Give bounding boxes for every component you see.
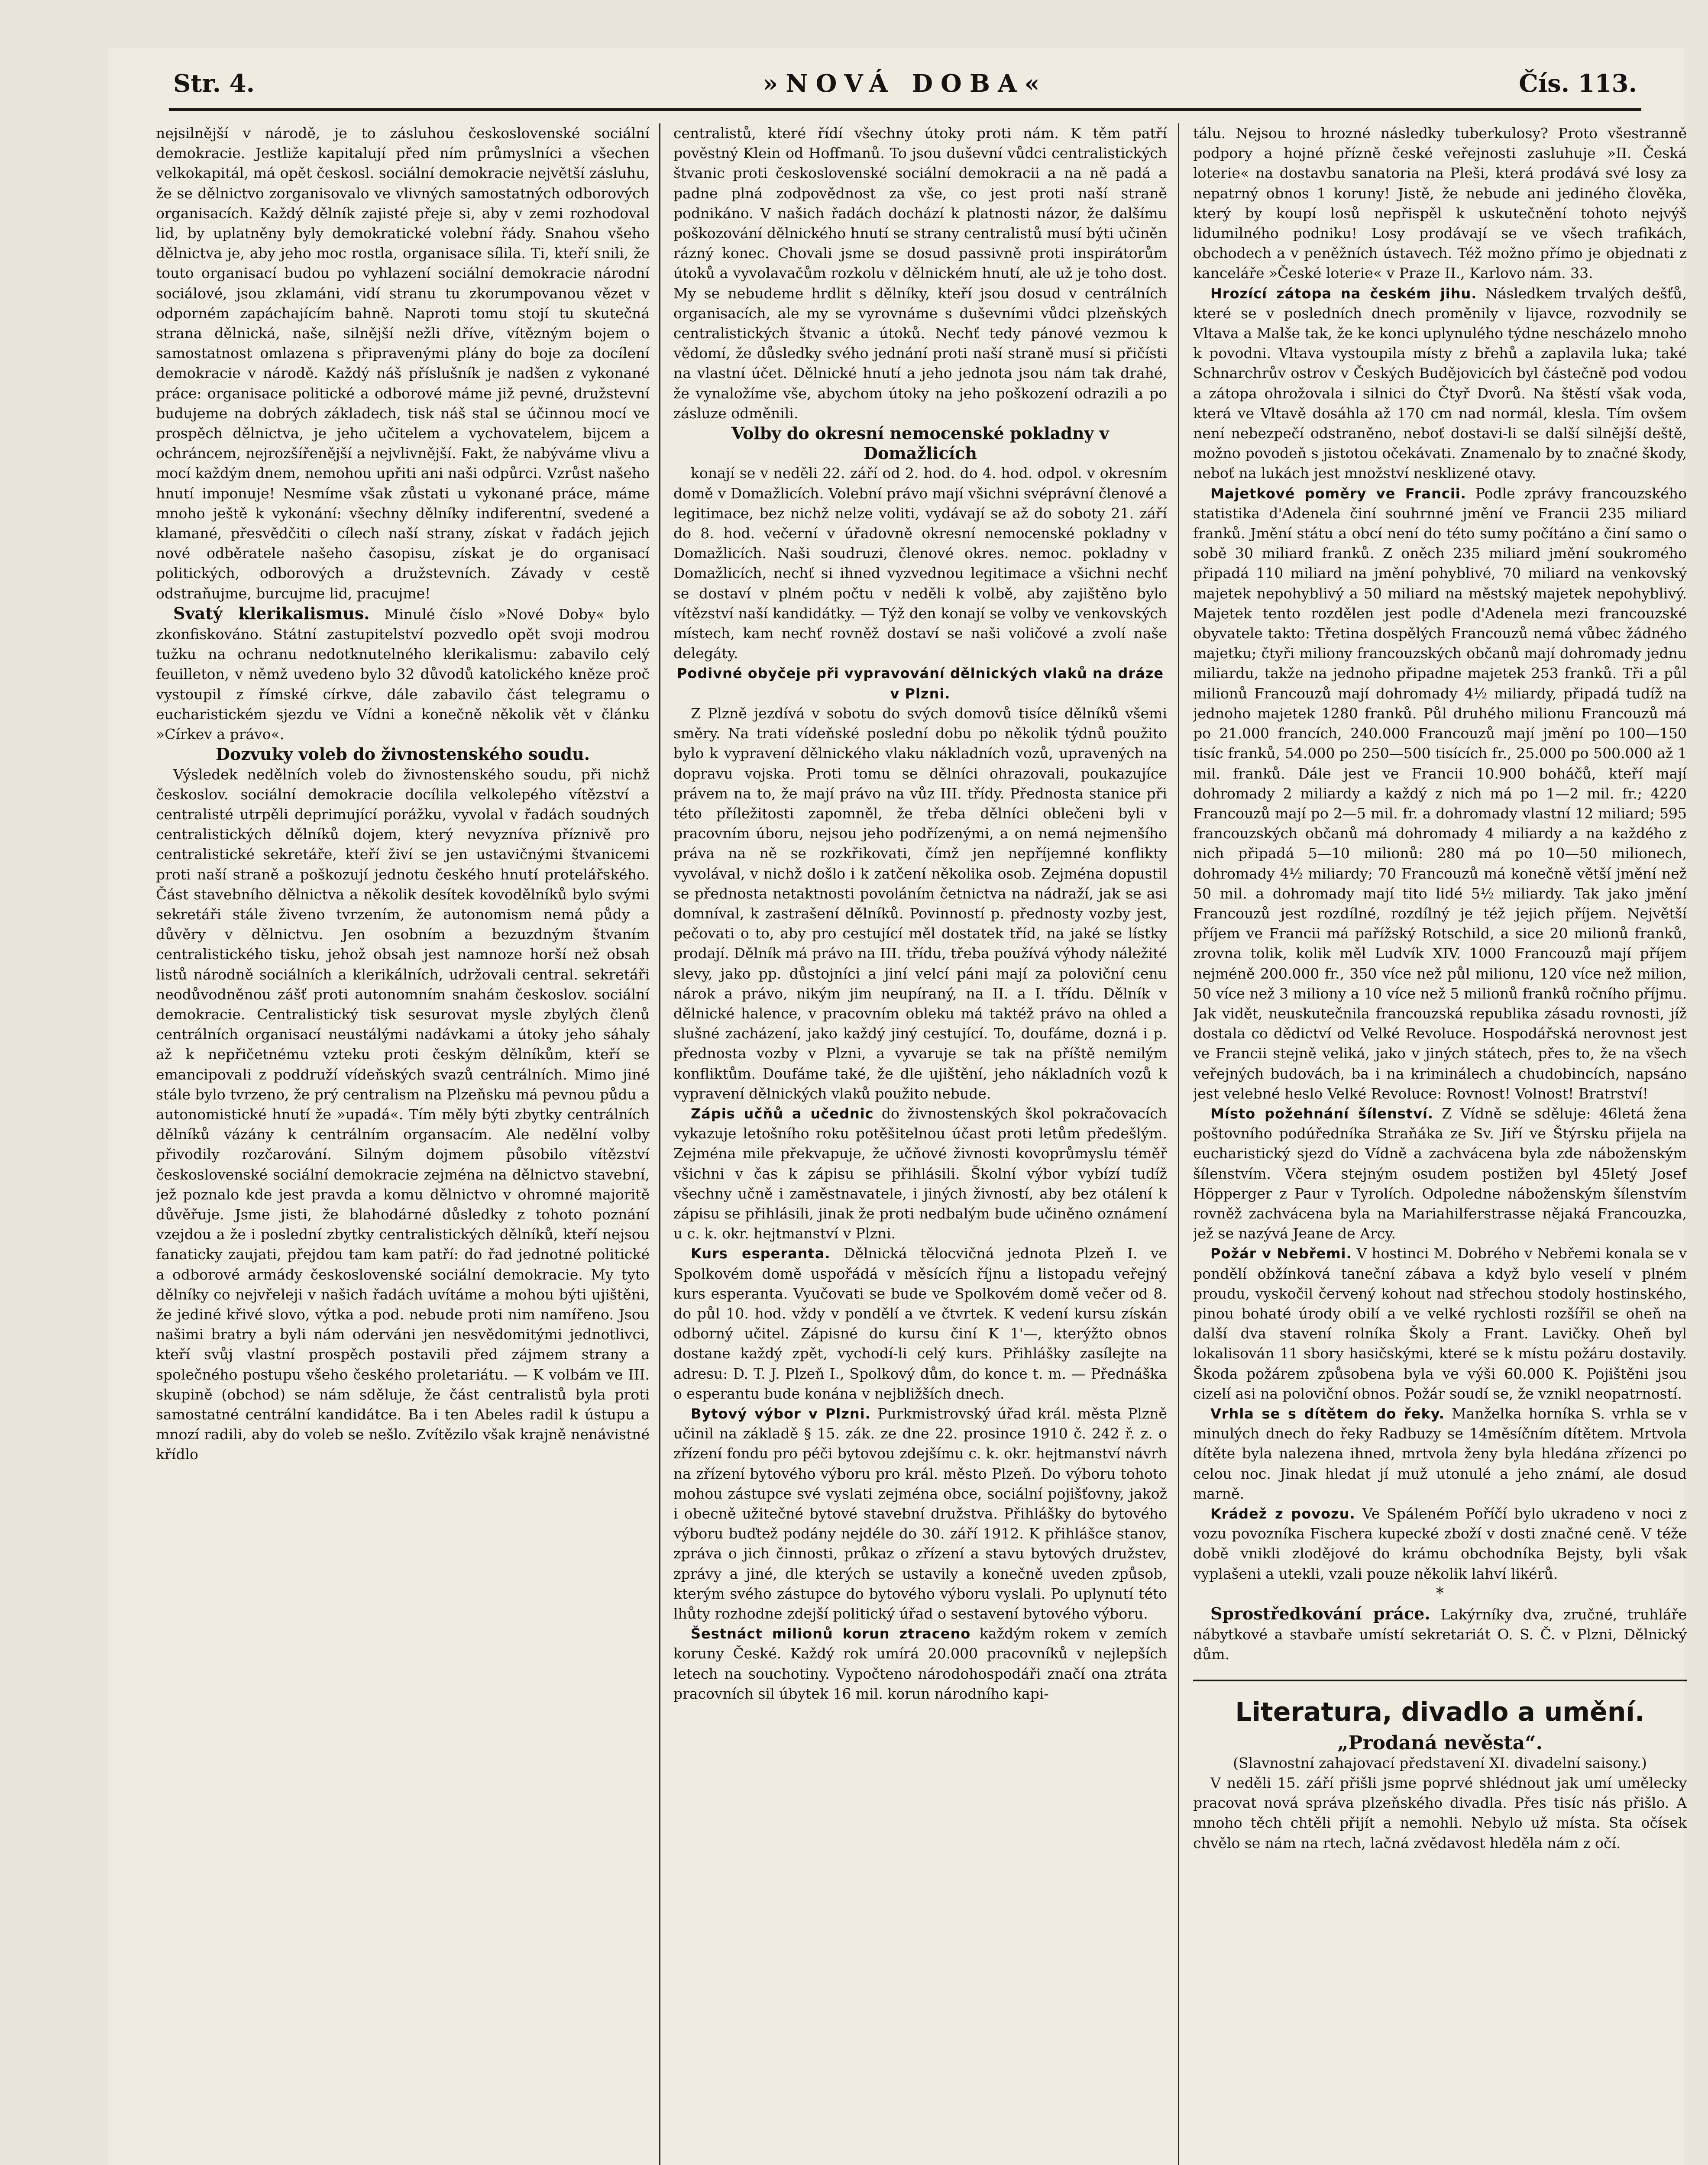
- article-paragraph: [1193, 484, 1687, 1104]
- article-text: Z Vídně se sděluje: 46letá žena poštovního podúředníka Straňáka ze Sv. Jiří ve Štýrsku přijela na eucharistický sjezd do Vídně a zachvácena byla zde náboženským šílenstvím. Včera stejným osudem postižen byl 45letý Josef Höpperger z Paur v Tyrolích. Odpoledne náboženským šílenstvím rovněž zachvácena byla na Mariahilferstrasse nějaká Francouzka, jež se nazývá Jeane de Arcy.: [1193, 1105, 1687, 1242]
- article-heading: Svatý klerikalismus.: [173, 603, 370, 623]
- issue-number: Čís. 113.: [1519, 69, 1637, 98]
- article-text: každým rokem v zemích koruny České. Každý rok umírá 20.000 pracovníků v nejlepších letech na souchotiny. Vypočteno národohospodáři značí ona ztráta pracovních sil úbytek 16 mil. korun národního kapi-: [673, 1625, 1167, 1702]
- article-paragraph: [156, 604, 650, 744]
- article-paragraph: [1193, 1104, 1687, 1244]
- article-heading: Majetkové poměry ve Francii.: [1210, 485, 1466, 502]
- article-text: V neděli 15. září přišli jsme poprvé shlédnout jak umí umělecky pracovat nová správa plzeňského divadla. Přes tisíc nás přišlo. A mnoho těch chtěli přijít a nemohli. Nebylo už místa. Sta očísek chvělo se nám na rtech, lačná zvědavost hleděla nám z očí.: [1193, 1774, 1687, 1852]
- column-1: [156, 123, 650, 2165]
- article-paragraph: [1193, 1244, 1687, 1404]
- article-paragraph: [1193, 284, 1687, 484]
- article-text: Podle zprávy francouzského statistika d'Adenela činí souhrnné jmění ve Francii 235 miliard franků. Jmění státu a obcí není do této sumy počítáno a činí samo o sobě 30 miliard franků. Z oněch 235 miliard jmění soukromého připadá 110 miliard na jmění pohyblivé, 70 miliard na venkovský majetek nepohyblivý a 50 miliard na městský majetek nepohyblivý. Majetek tento rozdělen jest podle d'Adenela mezi francouzské obyvatele takto: Třetina dospělých Francouzů nemá vůbec žádného majetku; čtyři miliony francouzských občanů mají dohromady jednu miliardu, takže na jednoho připadne majetek 253 franků. Tři a půl milionů Francouzů mají dohromady 4½ miliardy, připadá tudíž na jednoho majetek 1280 franků. Půl druhého milionu Francouzů má po 21.000 francích, 240.000 Francouzů mají jmění po 100—150 tisíc franků, 54.000 po 250—500 tisících fr., 25.000 po 500.000 až 1 mil. franků. Dále jest ve Francii 10.900 boháčů, kteří mají dohromady 2 miliardy a každý z nich má po 1—2 mil. fr.; 4220 Francouzů mají po 2—5 mil. fr. a dohromady vlastní 12 miliard; 595 francouzských občanů má dohromady 4 miliardy a na každého z nich připadá 5—10 milionů: 280 má po 10—50 milionech, dohromady 4½ miliardy; 70 Francouzů má konečně větší jmění než 50 mil. a dohromady mají tito lidé 5½ miliardy. Tak jako jmění Francouzů jest rozdílné, rozdílný je též jejich příjem. Největší příjem ve Francii má pařížský Rotschild, a sice 20 milionů franků, zrovna tolik, kolik měl Ludvík XIV. 1000 Francouzů mají příjem nejméně 200.000 fr., 350 více než půl milionu, 120 více než milion, 50 více než 3 miliony a 10 více než 5 milionů franků ročního příjmu. Jak vidět, neuskutečnila francouzská republika zásadu rovnosti, jíž dostala co dědictví od Velké Revoluce. Hospodářská nerovnost jest ve Francii stejně veliká, jako v jiných státech, přes to, že na všech veřejných budovách, ba i na kriminálech a chudobincích, napsáno jest velebné heslo Velké Revoluce: Rovnost! Volnost! Bratrství!: [1193, 485, 1687, 1102]
- column-divider: [659, 123, 660, 2165]
- article-text: centralistů, které řídí všechny útoky proti nám. K těm patří pověstný Klein od Hoffmanů. To jsou duševní vůdci centralistických štvanic proti československé sociální demokracii a na ně padá a padne plná zodpovědnost za vše, co jest proti naší straně podnikáno. V našich řadách dochází k platnosti názor, že dalšímu poškozování dělnického hnutí se strany centralistů musí býti učiněn rázný konec. Chovali jsme se dosud passivně proti inspirátorům útoků a vyvolavačům rozkolu v dělnickém hnutí, ale už je toho dost. My se nebudeme hrdlit s dělníky, kteří jsou dosud v centrálních organisacích, ale my se vyrovnáme s duševními vůdci plzeňských centralistických štvanic a útoků. Nechť tedy pánové vezmou k vědomí, že důsledky svého jednání proti naší straně musí si přičísti na vlastní účet. Dělnické hnutí a jeho jednota jsou nám tak drahé, že vynaložíme vše, abychom útoky na jeho poškození odrazili a po zásluze odměnili.: [673, 125, 1167, 422]
- column-divider: [1178, 123, 1179, 2165]
- article-text: Purkmistrovský úřad král. města Plzně učinil na základě § 15. zák. ze dne 22. prosince 1910 č. 242 ř. z. o zřízení fondu pro péči bytovou zdejšímu c. k. okr. hejtmanství návrh na zřízení bytového výboru pro král. město Plzeň. Do výboru tohoto mohou zástupce své vyslati zejména obce, sociální pojišťovny, jakož i obecně užitečné bytové stavební družstva. Přihlášky do bytového výboru buďtež podány nejdéle do 30. září 1912. K přihlášce stanov, zpráva o jich činnosti, průkaz o zřízení a stavu bytových družstev, zprávy a jiné, dle kterých se ustavily a konečně uveden způsob, kterým svého zástupce do bytového výboru vyslali. Po uplynutí této lhůty rozhodne zdejší politický úřad o sestavení bytového výboru.: [673, 1405, 1167, 1622]
- article-text: Z Plzně jezdívá v sobotu do svých domovů tisíce dělníků všemi směry. Na trati vídeňské poslední dobu po několik týdnů použito bylo k vypravení dělnického vlaku nákladních vozů, upravených na dopravu vojska. Proti tomu se dělníci ohrazovali, poukazujíce právem na to, že mají právo na vůz III. třídy. Přednosta stanice při této příležitosti zapomněl, že třeba dělníci oblečeni byli v pracovním úboru, nejsou jeho podřízenými, a on nemá nejmenšího práva na ně se rozkřikovati, čímž jen nepříjemné konflikty vyvolával, v nichž došlo i k zatčení několika osob. Zejména dopustil se přednosta netaktnosti povoláním četnictva na nádraží, jak se asi domníval, k zastrašení dělníků. Povinností p. přednosty vozby jest, pečovati o to, aby pro cestující měl dostatek tříd, na jaké se lístky prodají. Dělník má právo na III. třídu, třeba používá výhody náležité slevy, jako pp. důstojníci a jiní velcí páni mají za poloviční cenu nárok a právo, nikým jim neupíraný, na II. a I. třídu. Dělník v dělnické halence, v pracovním obleku má taktéž právo na ohled a slušné zacházení, jako každý jiný cestující. To, doufáme, dozná i p. přednosta vozby v Plzni, a vyvaruje se tak na příště nemilým konfliktům. Doufáme také, že dle ujištění, jeho nákladních vozů k vypravení dělnických vlaků použito nebude.: [673, 704, 1167, 1102]
- article-heading: Šestnáct milionů korun ztraceno: [691, 1625, 971, 1642]
- article-heading: Zápis učňů a učednic: [691, 1105, 874, 1122]
- article-heading: Vrhla se s dítětem do řeky.: [1210, 1406, 1445, 1422]
- article-paragraph: [1193, 1604, 1687, 1665]
- article-text: Dělnická tělocvičná jednota Plzeň I. ve Spolkovém domě uspořádá v měsících říjnu a listopadu veřejný kurs esperanta. Vyučovati se bude ve Spolkovém domě večer od 8. do půl 10. hod. vždy v pondělí a ve čtvrtek. K vedení kursu získán odborný učitel. Zápisné do kursu činí K 1'—, kterýžto obnos dostane každý zpět, vychodí-li celý kurs. Přihlášky zasílejte na adresu: D. T. J. Plzeň I., Spolkový dům, do konce t. m. — Přednáška o esperantu bude konána v nejbližších dnech.: [673, 1245, 1167, 1402]
- article-text: Následkem trvalých dešťů, které se v posledních dnech proměnily v lijavce, rozvodnily se Vltava a Malše tak, že ke konci uplynulého týdne nescházelo mnoho k povodni. Vltava vystoupila místy z břehů a zaplavila luka; také Schnarchrův ostrov v Českých Budějovicích byl částečně pod vodou a zátopa ohrožovala i silnici do Čtyř Dvorů. Na štěstí však voda, která ve Vltavě dosáhla až 170 cm nad normál, klesla. Tím ovšem není nebezpečí odstraněno, neboť dostavi-li se další silnější deště, možno povodeň s jistotou očekávati. Znamenalo by to značné škody, neboť na lukách jest množství nesklizené otavy.: [1193, 284, 1687, 482]
- article-heading: Kurs esperanta.: [691, 1245, 831, 1262]
- article-text: Manželka horníka S. vrhla se v minulých dnech do řeky Radbuzy se 14měsíčním dítětem. Mrtvola dítěte byla nalezena ihned, mrtvola ženy byla hledána zřízenci po celou noc. Jinak hledat jí muž utonulé a jeho známí, ale dosud marně.: [1193, 1405, 1687, 1502]
- article-paragraph: [673, 1404, 1167, 1624]
- article-text: do živnostenských škol pokračovacích vykazuje letošního roku potěšitelnou účast proti letům předešlým. Zejména mile překvapuje, že učňové živnosti kovoprůmyslu téměř všichni v čas k zápisu se přihlásili. Školní výbor vybízí tudíž všechny učně i zaměstnavatele, i jiných živností, aby bez otálení k zápisu se přihlásili, jinak že proti nedbalým bude učiněno oznámení u c. k. okr. hejtmanství v Plzni.: [673, 1105, 1167, 1242]
- article-heading: Sprostředkování práce.: [1210, 1604, 1430, 1624]
- column-3: [1193, 123, 1687, 2165]
- article-text: konají se v neděli 22. září od 2. hod. do 4. hod. odpol. v okresním domě v Domažlicích. Volební právo mají všichni svéprávní členové a legitimace, bez nichž nelze voliti, vydávají se až do soboty 21. září do 8. hod. večerní v úřadovně okresní nemocenské pokladny v Domažlicích. Naši soudruzi, členové okres. nemoc. pokladny v Domažlicích, nechť si ihned vyzvednou legitimace a všichni nechť se dostaví v plném počtu v neděli k volbě, aby zajištěno bylo vítězství naší kandidátky. — Týž den konají se volby ve venkovských místech, kam nechť rovněž dostaví se naši voličové a zvolí naše delegáty.: [673, 465, 1167, 662]
- article-text: V hostinci M. Dobrého v Nebřemi konala se v pondělí obžínková taneční zábava a když bylo veselí v plném proudu, vyskočil červený kohout nad střechou stodoly hostinského, pinou bohaté úrody obilí a ve velké rychlosti rozšířil se oheň na další dva stavení rolníka Školy a Frant. Lavičky. Oheň byl lokalisován 11 sbory hasičskými, které se k místu požáru dostavily. Škoda požárem způsobena byla ve výši 60.000 K. Pojištěni jsou cizelí asi na poloviční obnos. Požár soudí se, že vznikl neopatrností.: [1193, 1245, 1687, 1402]
- page-header: [169, 61, 1641, 111]
- newspaper-page: [108, 48, 1685, 2165]
- article-heading: Krádež z povozu.: [1210, 1506, 1355, 1522]
- article-paragraph: [673, 1624, 1167, 1704]
- article-text: Minulé číslo »Nové Doby« bylo zkonfiskováno. Státní zastupitelství pozvedlo opět svoji modrou tužku na ochranu nedotknutelného klerikalismu: zabavilo celý feuilleton, v němž uvedeno bylo 32 důvodů katolického kněze proč vystoupil z římské církve, dále zabavilo část telegramu o eucharistickém sjezdu ve Vídni a konečně několik vět v článku »Církev a právo«.: [156, 605, 650, 743]
- section-star: *: [1436, 1584, 1444, 1603]
- section-heading: Literatura, divadlo a umění.: [1235, 1696, 1645, 1727]
- article-subtitle: (Slavnostní zahajovací představení XI. divadelní saisony.): [1233, 1754, 1647, 1771]
- article-text: Lakýrníky dva, zručné, truhláře nábytkové a stavbaře umístí sekretariát O. S. Č. v Plzni, Dělnický dům.: [1193, 1606, 1687, 1663]
- article-heading: Volby do okresní nemocenské pokladny v Domažlicích: [731, 423, 1109, 463]
- column-2: [673, 123, 1167, 2165]
- article-heading: Požár v Nebřemi.: [1210, 1245, 1352, 1262]
- article-heading: Hrozící zátopa na českém jihu.: [1210, 285, 1477, 302]
- article-heading: Podivné obyčeje při vypravování dělnických vlaků na dráze v Plzni.: [676, 665, 1164, 702]
- article-heading: Dozvuky voleb do živnostenského soudu.: [216, 744, 590, 764]
- article-heading: Bytový výbor v Plzni.: [691, 1406, 871, 1422]
- article-paragraph: [673, 1104, 1167, 1244]
- article-paragraph: [1193, 1504, 1687, 1584]
- page-number: Str. 4.: [173, 69, 255, 98]
- article-text: Ve Spáleném Poříčí bylo ukradeno v noci z vozu povozníka Fischera kupecké zboží v dosti značné ceně. V téže době vnikli zlodějové do krámu obchodníka Bejsty, byli však vyplašeni a utekli, vzali pouze několik lahví likérů.: [1193, 1505, 1687, 1582]
- article-paragraph: [673, 1244, 1167, 1404]
- article-text: nejsilnější v národě, je to zásluhou československé sociální demokracie. Jestliže kapitalují před ním průmyslníci a všechen velkokapitál, má opět českosl. sociální demokracie největší zásluhu, že se dělnictvo zorganisovalo ve vlivných samostatných odborových organisacích. Každý dělník zajisté přeje si, aby v zemi rozhodoval lid, by uplatněny byly demokratické volební řády. Snahou všeho dělnictva je, aby jeho moc rostla, organisace sílila. Ti, kteří snili, že touto organisací budou po vyhlazení sociální demokracie národní sociálové, jsou zklamáni, vidí stranu tu zkorumpovanou vězet v odporném zapáchajícím bahně. Naproti tomu stojí tu skutečná strana dělnická, naše, silnější nežli dříve, vítězným bojem o samostatnost omlazena s připravenými plány do boje za docílení demokracie v národě. Každý náš příslušník je nadšen z vykonané práce: organisace politické a odborové máme již pevné, družstevní budujeme na dobrých základech, tisk náš stal se účinnou mocí ve prospěch dělnictva, je jeho učitelem a vychovatelem, bijcem a ochráncem, nejrozšířenější a nejvlivnější. Fakt, že nabýváme vlivu a mocí každým dnem, nemohou upřiti ani naši odpůrci. Vzrůst našeho hnutí imponuje! Nesmíme však zůstati u vykonané práce, máme mnoho ještě k vykonání: všechny dělníky indiferentní, svedené a klamané, přesvědčiti o cílech naší strany, získat v řadách jejich nové odběratele našeho časopisu, získat je do organisací politických, odborových a družstevních. Závady v cestě odstraňujme, burcujme lid, pracujme!: [156, 125, 650, 602]
- article-text: tálu. Nejsou to hrozné následky tuberkulosy? Proto všestranně podpory a hojné přízně české veřejnosti zasluhuje »II. Česká loterie« na dostavbu sanatoria na Pleši, která prodává své losy za nepatrný obnos 1 koruny! Jistě, že nebude ani jediného člověka, který by koupí losů nepřispěl k uskutečnění tohoto nejvýš lidumilného podniku! Losy prodávají se ve všech trafikách, obchodech a v peněžních ústavech. Též možno přímo je objednati z kanceláře »České loterie« v Praze II., Karlovo nám. 33.: [1193, 125, 1687, 282]
- article-paragraph: [1193, 1404, 1687, 1504]
- article-heading: „Prodaná nevěsta“.: [1337, 1732, 1543, 1754]
- article-text: Výsledek nedělních voleb do živnostenského soudu, při nichž českoslov. sociální demokracie docílila velkolepého vítězství a centralisté utrpěli deprimující porážku, vyvolal v řadách soudných centralistických dělníků dojem, který nevyzníva příznivě pro centralistické sekretáře, kteří živí se jen ustavičnými štvanicemi proti naší straně a poškozují jednotu českého hnutí protelářského. Část stavebního dělnictva a několik desítek kovodělníků bylo svými sekretáři stále živeno tvrzením, že autonomism nemá půdy a důvěry v dělnictvu. Jen osobním a bezuzdným štvaním centralistického tisku, jehož obsah jest namnoze horší než obsah listů národně sociálních a klerikálních, udržovali central. sekretáři neodůvodněnou zášť proti autonomním snahám českoslov. sociální demokracie. Centralistický tisk sesurovat mysle zbylých členů centrálních organisací neustálými nadávkami a útoky jeho sáhaly až k nepřičetnému vzteku proti českým dělníkům, kteří se emancipovali z poddruží vídeňských svazů centrálních. Mimo jiné stále bylo tvrzeno, že prý centralism na Plzeňsku má pevnou půdu a autonomistické hnutí že »upadá«. Tím měly býti zbytky centrálních dělníků vázány k centrálním organsacím. Ale nedělní volby přivodily rozčarování. Silným dojmem působilo vítězství československé sociální demokracie zejména na dělnictvo stavební, jež poznalo kde jest pravda a komu dělnictvo v ohromné majoritě důvěřuje. Jsme jisti, že blahodárné důsledky z tohoto poznání vzejdou a že i poslední zbytky centralistických dělníků, kteří nejsou fanaticky zaujati, přejdou tam kam patří: do řad jednotné politické a odborové armády československé sociální demokracie. My tyto dělníky co nejvřeleji v našich řadách uvítáme a mohou býti ujištěni, že jediné křivé slovo, výtka a pod. nebude proti nim namířeno. Jsou našimi bratry a byli nám oderváni jen nesvědomitými jednotlivci, kteří svůj vlastní prospěch postavili před zájmem strany a společného postupu všeho českého proletariátu. — K volbám ve III. skupině (obchod) se nám sděluje, že část centralistů byla proti samostatné centrální kandidátce. Ba i ten Abeles radil k ústupu a mnozí radili, aby do voleb se nešlo. Zvítězilo však krajně nenávistné křídlo: [156, 766, 650, 1463]
- article-heading: Místo požehnání šílenství.: [1210, 1105, 1434, 1122]
- section-divider: [1193, 1680, 1687, 1681]
- newspaper-title: »NOVÁ DOBA«: [763, 69, 1048, 98]
